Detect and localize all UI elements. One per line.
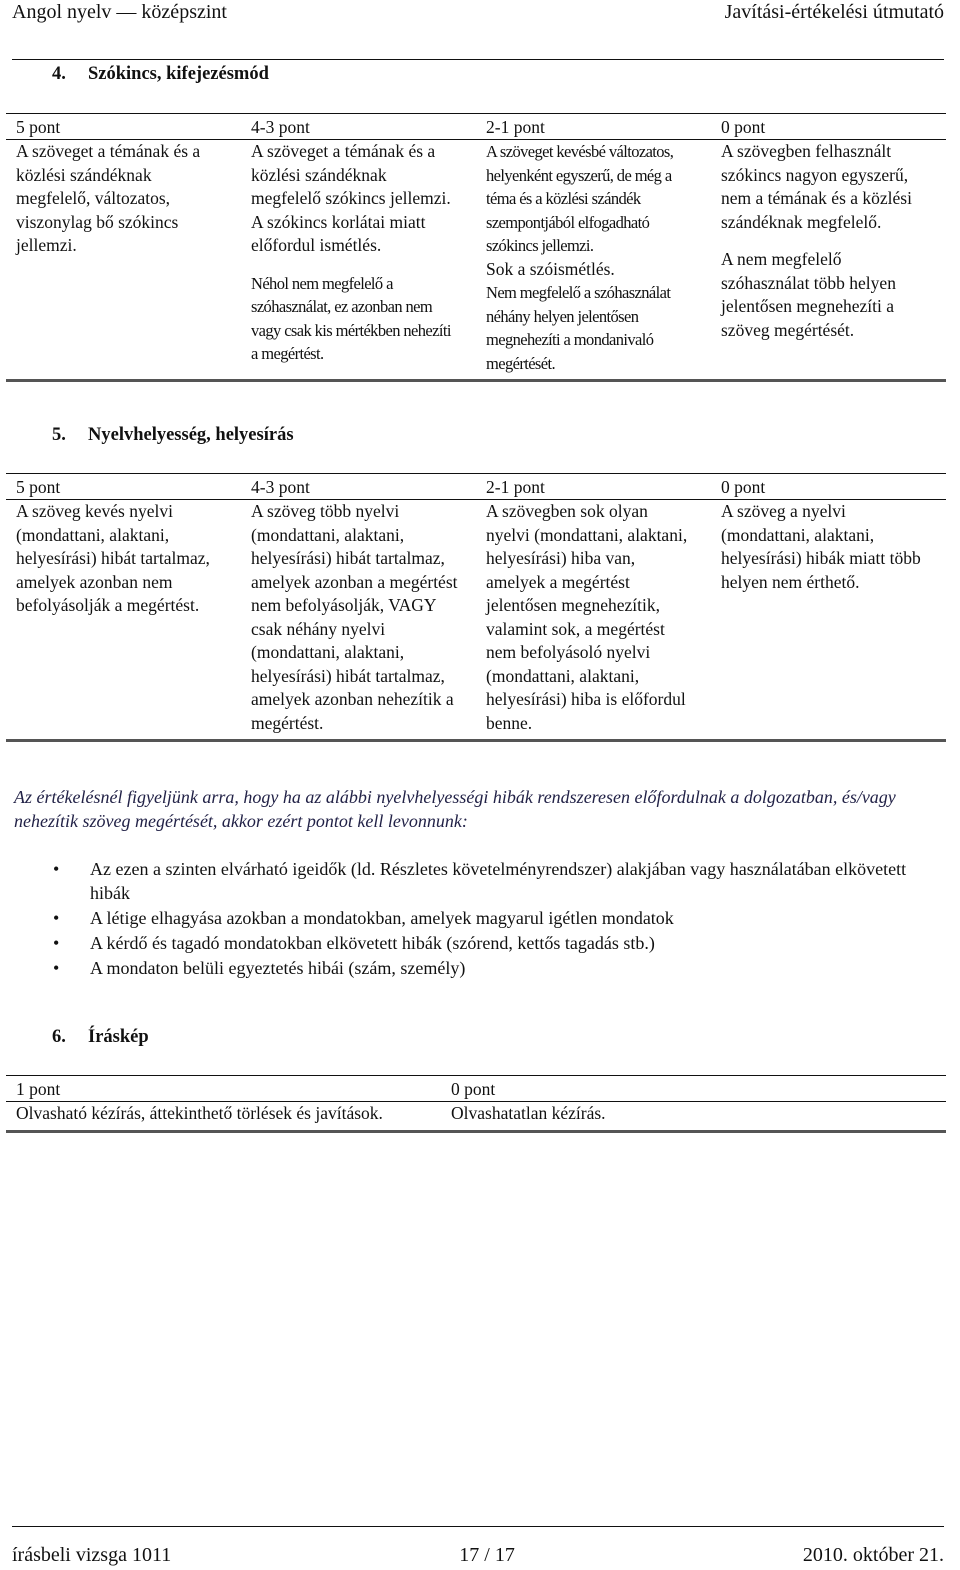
list-item xyxy=(50,906,940,930)
table-cell: A szöveg kevés nyelvi (mondattani, alaktani, helyesírási) hibát tartalmaz, amelyek azonban nem befolyásolják a megértést. xyxy=(6,500,241,741)
bullet-icon: • xyxy=(53,908,60,928)
table-cell: A szövegben sok olyan nyelvi (mondattani, alaktani, helyesírási) hiba van, amelyek a megértést jelentősen megnehezítik, valamint sok, a megértést nem befolyásoló nyelvi (mondattani, alaktani, helyesírási) hiba is előfordul benne. xyxy=(476,500,711,741)
bullet-icon: • xyxy=(53,958,60,978)
section-6-table xyxy=(6,1075,946,1133)
header-divider xyxy=(12,59,944,60)
grading-note: Az értékelésnél figyeljünk arra, hogy ha az alábbi nyelvhelyességi hibák rendszeresen előfordulnak a dolgozatban, és/vagy nehezítik szöveg megértését, akkor ezért pontot kell levonnunk: xyxy=(14,787,896,831)
cell-text: A szövegben felhasznált szókincs nagyon egyszerű, nem a témának és a közlési szándéknak megfelelő. xyxy=(721,141,912,232)
list-item xyxy=(50,956,940,980)
page-number: 17 / 17 xyxy=(459,1544,515,1566)
column-header: 5 pont xyxy=(6,474,241,500)
section-5-number: 5. xyxy=(52,425,66,445)
column-header: 5 pont xyxy=(6,114,241,140)
table-cell xyxy=(241,140,476,381)
list-item xyxy=(50,857,940,905)
table-row xyxy=(6,500,946,741)
section-6-number: 6. xyxy=(52,1027,66,1047)
column-header: 0 pont xyxy=(711,114,946,140)
section-4-title: Szókincs, kifejezésmód xyxy=(88,64,269,84)
section-4-heading xyxy=(52,63,269,86)
section-5-heading xyxy=(52,424,294,447)
list-item-text: A mondaton belüli egyeztetés hibái (szám, személy) xyxy=(90,958,466,978)
cell-text: A szöveget kevésbé változatos, helyenként egyszerű, de még a téma és a közlési szándék szempontjából elfogadható szókincs jellemzi. xyxy=(486,142,674,255)
column-header: 1 pont xyxy=(6,1076,441,1102)
table-cell xyxy=(476,140,711,381)
column-header: 4-3 pont xyxy=(241,474,476,500)
cell-text: Nem megfelelő a szóhasználat néhány helyen jelentősen megnehezíti a mondanivaló megértését. xyxy=(486,283,671,373)
column-header: 0 pont xyxy=(441,1076,946,1102)
table-row xyxy=(6,140,946,381)
error-list xyxy=(50,857,940,981)
table-cell xyxy=(711,140,946,381)
column-header: 2-1 pont xyxy=(476,114,711,140)
table-header-row xyxy=(6,114,946,140)
table-cell xyxy=(6,140,241,381)
table-header-row xyxy=(6,1076,946,1102)
list-item xyxy=(50,931,940,955)
section-6-title: Íráskép xyxy=(88,1027,149,1047)
column-header: 4-3 pont xyxy=(241,114,476,140)
column-header: 0 pont xyxy=(711,474,946,500)
header-document-type: Javítási-értékelési útmutató xyxy=(724,1,944,23)
cell-text: A szöveget a témának és a közlési szándéknak megfelelő, változatos, viszonylag bő szókincs jellemzi. xyxy=(16,141,201,255)
list-item-text: A létige elhagyása azokban a mondatokban, amelyek magyarul igétlen mondatok xyxy=(90,908,674,928)
cell-text: A szöveget a témának és a közlési szándéknak megfelelő szókincs jellemzi. A szókincs korlátai miatt előfordul ismétlés. xyxy=(251,141,451,255)
section-4-number: 4. xyxy=(52,64,66,84)
table-row xyxy=(6,1102,946,1132)
footer-date: 2010. október 21. xyxy=(802,1544,944,1566)
section-5-table xyxy=(6,473,946,742)
bullet-icon: • xyxy=(53,933,60,953)
table-cell: Olvasható kézírás, áttekinthető törlések és javítások. xyxy=(6,1102,441,1132)
page-header xyxy=(12,0,944,26)
column-header: 2-1 pont xyxy=(476,474,711,500)
section-6-heading xyxy=(52,1026,149,1049)
list-item-text: Az ezen a szinten elvárható igeidők (ld. Részletes követelményrendszer) alakjában vagy használatában elkövetett hibák xyxy=(90,859,907,903)
cell-text: Sok a szóismétlés. xyxy=(486,258,615,279)
cell-text: Néhol nem megfelelő a szóhasználat, ez azonban nem vagy csak kis mértékben nehezíti a megértést. xyxy=(251,273,451,363)
footer-exam-code: írásbeli vizsga 1011 xyxy=(12,1544,172,1566)
header-subject: Angol nyelv — középszint xyxy=(12,1,227,23)
section-5-title: Nyelvhelyesség, helyesírás xyxy=(88,425,294,445)
cell-text: A nem megfelelő szóhasználat több helyen jelentősen megnehezíti a szöveg megértését. xyxy=(721,249,896,340)
list-item-text: A kérdő és tagadó mondatokban elkövetett hibák (szórend, kettős tagadás stb.) xyxy=(90,933,655,953)
section-4-table xyxy=(6,113,946,382)
table-header-row xyxy=(6,474,946,500)
page-footer xyxy=(12,1543,944,1567)
table-cell: A szöveg a nyelvi (mondattani, alaktani, helyesírási) hibák miatt több helyen nem érthető. xyxy=(711,500,946,741)
table-cell: A szöveg több nyelvi (mondattani, alaktani, helyesírási) hibát tartalmaz, amelyek azonban a megértést nem befolyásolják, VAGY csak néhány nyelvi (mondattani, alaktani, helyesírási) hibát tartalmaz, amelyek azonban nehezítik a megértést. xyxy=(241,500,476,741)
footer-divider xyxy=(12,1526,944,1527)
bullet-icon: • xyxy=(53,859,60,879)
table-cell: Olvashatatlan kézírás. xyxy=(441,1102,946,1132)
